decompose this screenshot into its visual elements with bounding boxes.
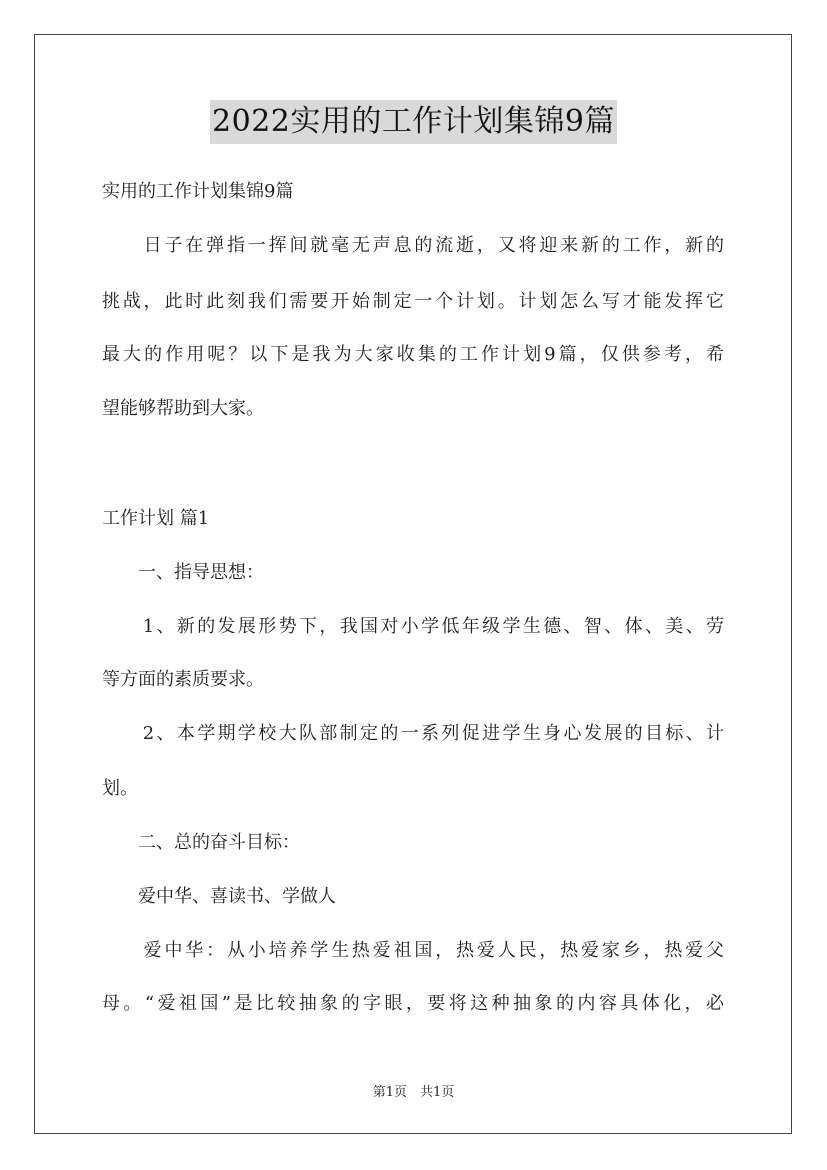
intro-line-4: 望能够帮助到大家。 — [102, 398, 264, 419]
body-line-3: 等方面的素质要求。 — [102, 669, 264, 690]
intro-line-2: 挑战，此时此刻我们需要开始制定一个计划。计划怎么写才能发挥它 — [102, 291, 724, 312]
body-line-7: 爱中华、喜读书、学做人 — [102, 886, 336, 907]
section-heading: 工作计划 篇1 — [102, 508, 210, 529]
body-line-4: 2、本学期学校大队部制定的一系列促进学生身心发展的目标、计 — [102, 723, 724, 744]
body-line-6: 二、总的奋斗目标： — [102, 832, 300, 853]
document-subtitle: 实用的工作计划集锦9篇 — [102, 181, 294, 202]
page-footer: 第1页 共1页 — [372, 1085, 455, 1100]
body-line-9: 母。“爱祖国”是比较抽象的字眼，要将这种抽象的内容具体化，必 — [102, 993, 724, 1014]
body-line-8: 爱中华：从小培养学生热爱祖国，热爱人民，热爱家乡，热爱父 — [102, 940, 724, 961]
document-title: 2022实用的工作计划集锦9篇 — [210, 100, 617, 144]
body-line-5: 划。 — [102, 778, 138, 799]
intro-line-1: 日子在弹指一挥间就毫无声息的流逝，又将迎来新的工作，新的 — [102, 235, 724, 256]
body-line-2: 1、新的发展形势下，我国对小学低年级学生德、智、体、美、劳 — [102, 616, 724, 637]
body-line-1: 一、指导思想： — [102, 562, 264, 583]
title-container — [0, 100, 827, 144]
intro-line-3: 最大的作用呢？以下是我为大家收集的工作计划9篇，仅供参考，希 — [102, 344, 724, 365]
